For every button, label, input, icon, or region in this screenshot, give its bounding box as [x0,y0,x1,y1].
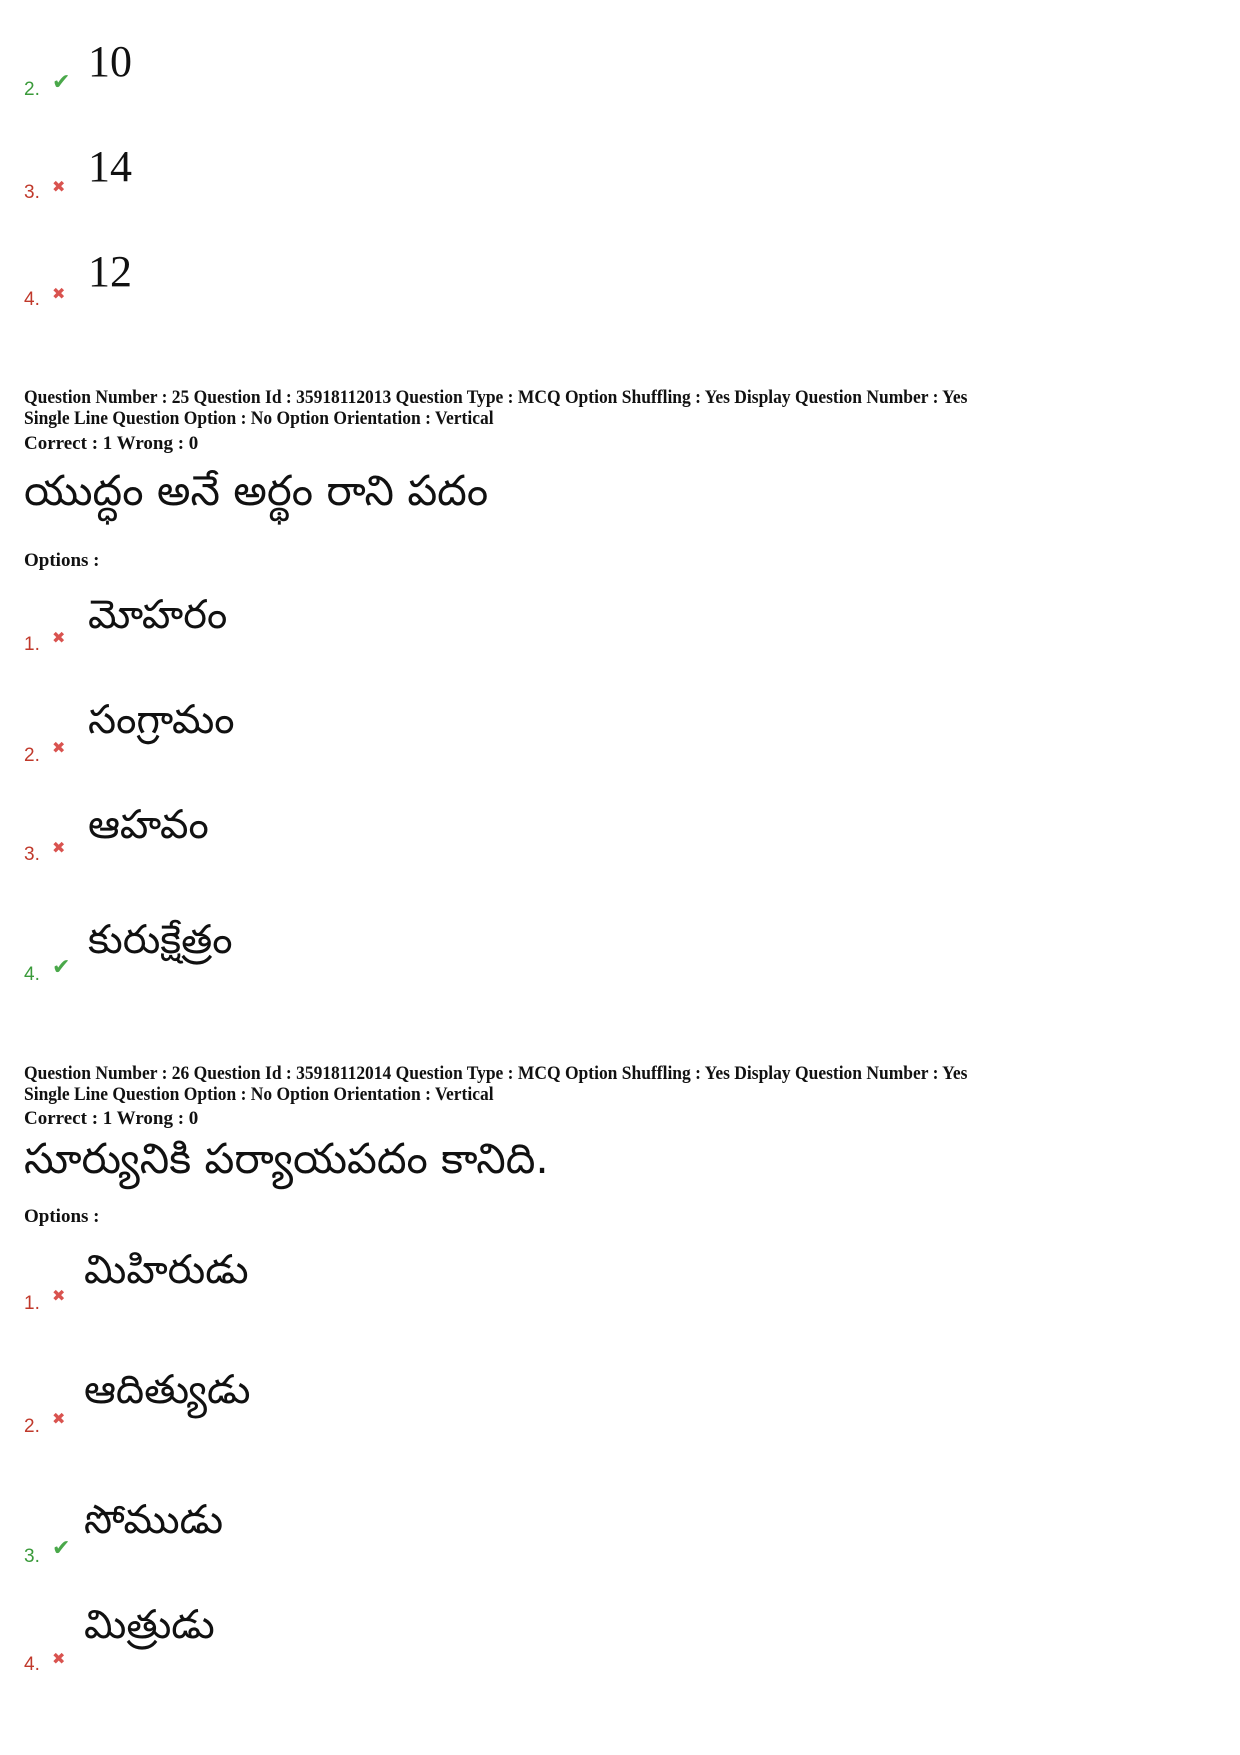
options-label: Options : [24,1206,100,1227]
option-text: 10 [88,37,132,86]
option-item [0,30,600,110]
question-meta-line: Single Line Question Option : No Option Orientation : Vertical [24,408,494,429]
marks-line: Correct : 1 Wrong : 0 [24,433,199,454]
option-item [0,1247,600,1330]
option-text: కురుక్షేత్రం [88,917,233,963]
option-number: 4. [24,289,40,310]
wrong-cross-icon: ✖ [52,628,66,647]
option-number: 2. [24,79,40,100]
correct-check-icon: ✔ [52,1536,71,1561]
wrong-cross-icon: ✖ [52,738,66,757]
options-label: Options : [24,550,100,571]
question-meta [24,387,1128,429]
wrong-cross-icon: ✖ [52,838,66,857]
option-text: మోహరం [88,592,228,638]
option-number: 2. [24,1416,40,1437]
option-text: సోముడు [84,1497,224,1543]
option-number: 3. [24,844,40,865]
correct-check-icon: ✔ [52,955,71,980]
question-meta [24,1063,1128,1105]
option-text: మిహిరుడు [84,1247,249,1293]
option-text: ఆదిత్యుడు [84,1367,251,1413]
option-item [0,802,600,885]
wrong-cross-icon: ✖ [52,1286,66,1305]
option-item [0,240,600,320]
option-item [0,915,600,995]
option-item [0,1602,600,1685]
option-number: 1. [24,634,40,655]
option-item [0,135,600,215]
option-number: 4. [24,1654,40,1675]
wrong-cross-icon: ✖ [52,1409,66,1428]
question-text: సూర్యునికి పర్యాయపదం కానిది. [24,1134,549,1183]
wrong-cross-icon: ✖ [52,177,66,196]
option-item [0,697,600,780]
option-text: సంగ్రామం [88,697,235,743]
wrong-cross-icon: ✖ [52,1649,66,1668]
question-meta-line: Question Number : 26 Question Id : 35918112014 Question Type : MCQ Option Shuffling : Yes Display Question Number : Yes [24,1063,968,1084]
option-number: 1. [24,1293,40,1314]
question-text: యుద్ధం అనే అర్థం రాని పదం [24,466,489,515]
marks-line: Correct : 1 Wrong : 0 [24,1108,199,1129]
question-meta-line: Single Line Question Option : No Option Orientation : Vertical [24,1084,494,1105]
option-item [0,1367,600,1450]
option-item [0,1497,600,1580]
option-number: 3. [24,182,40,203]
option-text: 12 [88,247,132,296]
option-text: 14 [88,142,132,191]
option-text: ఆహవం [88,802,209,848]
option-number: 2. [24,745,40,766]
correct-check-icon: ✔ [52,70,71,95]
option-number: 4. [24,964,40,985]
option-text: మిత్రుడు [84,1602,215,1648]
option-item [0,590,600,670]
option-number: 3. [24,1546,40,1567]
question-meta-line: Question Number : 25 Question Id : 35918112013 Question Type : MCQ Option Shuffling : Yes Display Question Number : Yes [24,387,968,408]
wrong-cross-icon: ✖ [52,284,66,303]
